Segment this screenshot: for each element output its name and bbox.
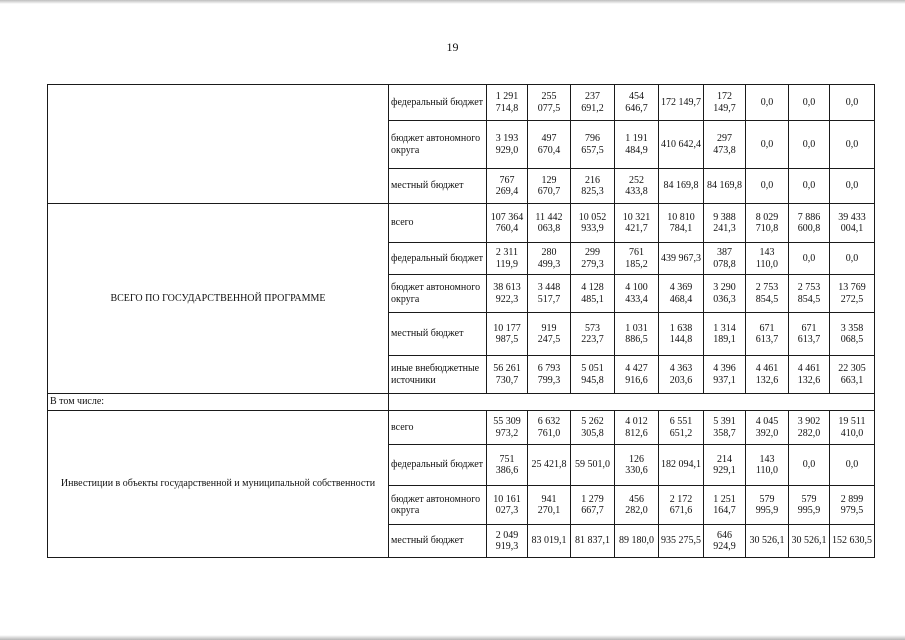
value-cell: 84 169,8 <box>704 169 746 204</box>
scan-edge-bottom <box>0 635 905 640</box>
value-cell: 38 613 922,3 <box>487 275 528 313</box>
value-cell: 182 094,1 <box>659 445 704 486</box>
value-cell: 1 031 886,5 <box>615 313 659 356</box>
value-cell: 2 753 854,5 <box>746 275 789 313</box>
funding-source-cell: бюджет автономного округа <box>389 486 487 525</box>
value-cell: 4 396 937,1 <box>704 356 746 394</box>
value-cell: 4 427 916,6 <box>615 356 659 394</box>
section-row <box>48 394 875 411</box>
value-cell: 39 433 004,1 <box>830 204 875 243</box>
value-cell: 143 110,0 <box>746 243 789 275</box>
value-cell: 216 825,3 <box>571 169 615 204</box>
value-cell: 4 363 203,6 <box>659 356 704 394</box>
value-cell: 81 837,1 <box>571 525 615 558</box>
value-cell: 6 793 799,3 <box>528 356 571 394</box>
value-cell: 3 448 517,7 <box>528 275 571 313</box>
value-cell: 439 967,3 <box>659 243 704 275</box>
value-cell: 6 551 651,2 <box>659 411 704 445</box>
budget-table <box>47 84 875 558</box>
value-cell: 297 473,8 <box>704 121 746 169</box>
value-cell: 10 321 421,7 <box>615 204 659 243</box>
value-cell: 30 526,1 <box>789 525 830 558</box>
value-cell: 387 078,8 <box>704 243 746 275</box>
value-cell: 454 646,7 <box>615 85 659 121</box>
value-cell: 152 630,5 <box>830 525 875 558</box>
page-number: 19 <box>446 40 459 54</box>
value-cell: 9 388 241,3 <box>704 204 746 243</box>
funding-source-cell: бюджет автономного округа <box>389 275 487 313</box>
value-cell: 1 291 714,8 <box>487 85 528 121</box>
value-cell: 3 358 068,5 <box>830 313 875 356</box>
value-cell: 5 051 945,8 <box>571 356 615 394</box>
value-cell: 172 149,7 <box>704 85 746 121</box>
value-cell: 0,0 <box>830 445 875 486</box>
value-cell: 10 177 987,5 <box>487 313 528 356</box>
value-cell: 0,0 <box>830 85 875 121</box>
table-row <box>48 85 875 121</box>
value-cell: 4 128 485,1 <box>571 275 615 313</box>
value-cell: 767 269,4 <box>487 169 528 204</box>
value-cell: 497 670,4 <box>528 121 571 169</box>
value-cell: 1 279 667,7 <box>571 486 615 525</box>
funding-source-cell: местный бюджет <box>389 169 487 204</box>
value-cell: 4 369 468,4 <box>659 275 704 313</box>
value-cell: 0,0 <box>830 243 875 275</box>
value-cell: 671 613,7 <box>746 313 789 356</box>
funding-source-cell: местный бюджет <box>389 313 487 356</box>
value-cell: 1 191 484,9 <box>615 121 659 169</box>
value-cell: 83 019,1 <box>528 525 571 558</box>
value-cell: 126 330,6 <box>615 445 659 486</box>
funding-source-cell: иные внебюджетные источники <box>389 356 487 394</box>
funding-source-cell: федеральный бюджет <box>389 445 487 486</box>
value-cell: 13 769 272,5 <box>830 275 875 313</box>
value-cell: 107 364 760,4 <box>487 204 528 243</box>
value-cell: 172 149,7 <box>659 85 704 121</box>
value-cell: 1 314 189,1 <box>704 313 746 356</box>
value-cell: 0,0 <box>789 121 830 169</box>
value-cell: 941 270,1 <box>528 486 571 525</box>
value-cell: 11 442 063,8 <box>528 204 571 243</box>
value-cell: 761 185,2 <box>615 243 659 275</box>
value-cell: 0,0 <box>746 121 789 169</box>
value-cell: 0,0 <box>789 243 830 275</box>
value-cell: 0,0 <box>830 169 875 204</box>
value-cell: 579 995,9 <box>789 486 830 525</box>
value-cell: 10 161 027,3 <box>487 486 528 525</box>
section-label-spacer <box>389 394 875 411</box>
value-cell: 579 995,9 <box>746 486 789 525</box>
value-cell: 4 012 812,6 <box>615 411 659 445</box>
funding-source-cell: местный бюджет <box>389 525 487 558</box>
value-cell: 2 311 119,9 <box>487 243 528 275</box>
value-cell: 919 247,5 <box>528 313 571 356</box>
value-cell: 8 029 710,8 <box>746 204 789 243</box>
value-cell: 646 924,9 <box>704 525 746 558</box>
section-label: В том числе: <box>48 394 389 411</box>
value-cell: 6 632 761,0 <box>528 411 571 445</box>
value-cell: 214 929,1 <box>704 445 746 486</box>
value-cell: 59 501,0 <box>571 445 615 486</box>
value-cell: 3 290 036,3 <box>704 275 746 313</box>
value-cell: 2 049 919,3 <box>487 525 528 558</box>
value-cell: 143 110,0 <box>746 445 789 486</box>
scan-edge-top <box>0 0 905 4</box>
value-cell: 255 077,5 <box>528 85 571 121</box>
funding-source-cell: бюджет автономного округа <box>389 121 487 169</box>
value-cell: 0,0 <box>789 445 830 486</box>
value-cell: 237 691,2 <box>571 85 615 121</box>
value-cell: 4 045 392,0 <box>746 411 789 445</box>
value-cell: 129 670,7 <box>528 169 571 204</box>
value-cell: 19 511 410,0 <box>830 411 875 445</box>
funding-source-cell: всего <box>389 411 487 445</box>
value-cell: 796 657,5 <box>571 121 615 169</box>
program-title-cell: Инвестиции в объекты государственной и муниципальной собственности <box>48 411 389 558</box>
value-cell: 751 386,6 <box>487 445 528 486</box>
value-cell: 89 180,0 <box>615 525 659 558</box>
value-cell: 84 169,8 <box>659 169 704 204</box>
value-cell: 0,0 <box>830 121 875 169</box>
value-cell: 5 262 305,8 <box>571 411 615 445</box>
funding-source-cell: всего <box>389 204 487 243</box>
value-cell: 30 526,1 <box>746 525 789 558</box>
value-cell: 2 172 671,6 <box>659 486 704 525</box>
value-cell: 10 810 784,1 <box>659 204 704 243</box>
value-cell: 55 309 973,2 <box>487 411 528 445</box>
budget-table-body <box>48 85 875 558</box>
value-cell: 3 193 929,0 <box>487 121 528 169</box>
value-cell: 280 499,3 <box>528 243 571 275</box>
value-cell: 25 421,8 <box>528 445 571 486</box>
value-cell: 0,0 <box>746 169 789 204</box>
value-cell: 7 886 600,8 <box>789 204 830 243</box>
value-cell: 2 753 854,5 <box>789 275 830 313</box>
value-cell: 0,0 <box>789 85 830 121</box>
value-cell: 4 100 433,4 <box>615 275 659 313</box>
value-cell: 10 052 933,9 <box>571 204 615 243</box>
value-cell: 0,0 <box>789 169 830 204</box>
value-cell: 1 251 164,7 <box>704 486 746 525</box>
funding-source-cell: федеральный бюджет <box>389 85 487 121</box>
value-cell: 1 638 144,8 <box>659 313 704 356</box>
value-cell: 671 613,7 <box>789 313 830 356</box>
value-cell: 4 461 132,6 <box>789 356 830 394</box>
program-title-cell <box>48 85 389 204</box>
value-cell: 410 642,4 <box>659 121 704 169</box>
funding-source-cell: федеральный бюджет <box>389 243 487 275</box>
value-cell: 56 261 730,7 <box>487 356 528 394</box>
program-title-cell: ВСЕГО ПО ГОСУДАРСТВЕННОЙ ПРОГРАММЕ <box>48 204 389 394</box>
value-cell: 22 305 663,1 <box>830 356 875 394</box>
value-cell: 252 433,8 <box>615 169 659 204</box>
value-cell: 299 279,3 <box>571 243 615 275</box>
value-cell: 0,0 <box>746 85 789 121</box>
value-cell: 573 223,7 <box>571 313 615 356</box>
value-cell: 2 899 979,5 <box>830 486 875 525</box>
value-cell: 456 282,0 <box>615 486 659 525</box>
value-cell: 3 902 282,0 <box>789 411 830 445</box>
table-row <box>48 204 875 243</box>
value-cell: 5 391 358,7 <box>704 411 746 445</box>
value-cell: 935 275,5 <box>659 525 704 558</box>
value-cell: 4 461 132,6 <box>746 356 789 394</box>
table-row <box>48 411 875 445</box>
